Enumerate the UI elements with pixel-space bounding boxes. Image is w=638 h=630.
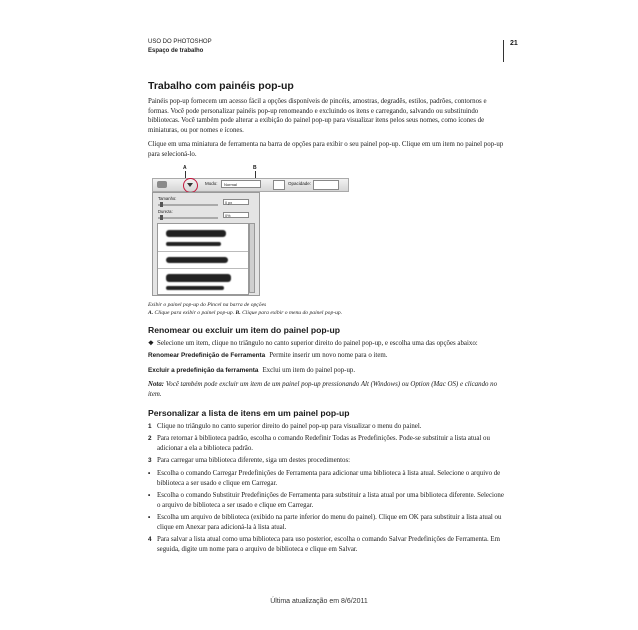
- note-text: Você também pode excluir um item de um painel pop-up pressionando Alt (Windows) ou Option (Mac OS) e clicando no item.: [148, 381, 498, 398]
- size-slider[interactable]: [158, 204, 218, 206]
- list-marker: •: [148, 469, 151, 477]
- list-divider: [158, 251, 248, 252]
- caption-line1: Exibir o painel pop-up do Pincel na barra de opções: [148, 301, 267, 308]
- caption-a-text: Clique para exibir o painel pop-up.: [154, 309, 235, 316]
- list-marker: 4: [148, 536, 152, 544]
- size-field[interactable]: 0 px: [223, 199, 249, 205]
- brush-tool-icon: [157, 181, 167, 188]
- note-label: Nota:: [148, 381, 165, 389]
- callout-b-label: B: [253, 164, 257, 171]
- brush-preset-list[interactable]: [157, 223, 249, 295]
- section3-title: Personalizar a lista de itens em um painel pop-up: [148, 407, 350, 418]
- brush-stroke-5[interactable]: [166, 286, 224, 290]
- caption-b-key: B.: [235, 309, 241, 316]
- option-rename-desc: Permite inserir um novo nome para o item.: [269, 352, 388, 360]
- list-divider: [158, 268, 248, 269]
- popup-triangle-icon[interactable]: [187, 183, 193, 187]
- brush-stroke-2[interactable]: [166, 242, 221, 246]
- list-marker: 3: [148, 457, 152, 465]
- list-marker: •: [148, 492, 151, 500]
- caption-a-key: A.: [148, 309, 154, 316]
- list-item: [148, 535, 508, 554]
- option-delete: [148, 366, 508, 376]
- brush-stroke-3[interactable]: [166, 257, 228, 263]
- hardness-slider-knob[interactable]: [160, 215, 163, 220]
- page-number: 21: [503, 40, 518, 62]
- list-scrollbar[interactable]: [249, 223, 255, 293]
- callout-a-label: A: [183, 164, 187, 171]
- brush-stroke-1[interactable]: [166, 230, 226, 237]
- note: [148, 380, 508, 399]
- mode-label: Modo:: [205, 180, 218, 186]
- brush-stroke-4[interactable]: [166, 274, 231, 282]
- list-item: [148, 491, 508, 510]
- figure-caption: [148, 301, 508, 317]
- options-bar: [152, 178, 349, 192]
- section1-para2: Clique em uma miniatura de ferramenta na barra de opções para exibir o seu painel pop-up. Clique em um item no painel pop-up para selecioná-lo.: [148, 141, 504, 158]
- option-rename-term: Renomear Predefinição de Ferramenta: [148, 352, 266, 360]
- list-item-text: Para carregar uma biblioteca diferente, siga um destes procedimentos:: [157, 457, 351, 465]
- steps-list: [148, 422, 508, 555]
- list-marker: •: [148, 514, 151, 522]
- list-item: [148, 513, 508, 532]
- mode-select[interactable]: Normal: [221, 180, 261, 188]
- size-slider-knob[interactable]: [160, 202, 163, 207]
- list-item: [148, 469, 508, 488]
- opacity-label: Opacidade:: [288, 180, 312, 186]
- running-header: [148, 38, 212, 56]
- hardness-field[interactable]: 0%: [223, 212, 249, 218]
- section2-bullet: [148, 339, 508, 349]
- option-delete-desc: Exclui um item do painel pop-up.: [262, 366, 356, 374]
- list-item: [148, 434, 508, 453]
- opacity-field[interactable]: [313, 180, 339, 190]
- list-item: [148, 456, 508, 466]
- section1-title: Trabalho com painéis pop-up: [148, 80, 294, 92]
- page-footer: Última atualização em 8/6/2011: [270, 598, 368, 605]
- section1-para1: Painéis pop-up fornecem um acesso fácil a opções disponíveis de pincéis, amostras, degradês, estilos, padrões, contornos e formas. Você pode personalizar painéis pop-up renomeando e excluindo os itens e carregando, salvando ou substituindo bibliotecas. Você também pode alterar a exibição do painel pop-up para visualizar itens pelos seus nomes, como ícones de miniaturas, ou por nomes e ícones.: [148, 98, 487, 134]
- list-item-text: Escolha o comando Substituir Predefinições de Ferramenta para substituir a lista atual por uma biblioteca diferente. Selecione o arquivo de biblioteca a ser usado e clique em Carregar.: [157, 492, 504, 509]
- caption-b-text: Clique para exibir o menu do painel pop-up.: [242, 309, 343, 316]
- options-button[interactable]: [273, 180, 285, 190]
- section2-bullet-text: Selecione um item, clique no triângulo no canto superior direito do painel pop-up, e escolha uma das opções abaixo:: [157, 339, 478, 347]
- brush-popup-panel: [152, 192, 260, 296]
- hardness-slider[interactable]: [158, 217, 218, 219]
- list-marker: 2: [148, 435, 152, 443]
- list-item-text: Para salvar a lista atual como uma biblioteca para uso posterior, escolha o comando Salvar Predefinições de Ferramenta. Em seguida, digite um nome para o arquivo de biblioteca e clique em Salvar.: [157, 536, 500, 554]
- list-item-text: Para retornar à biblioteca padrão, escolha o comando Redefinir Todas as Predefinições. Pode-se substituir a lista atual ou adicionar a ela a biblioteca padrão.: [157, 435, 490, 452]
- diamond-bullet-icon: ❖: [148, 339, 154, 347]
- list-marker: 1: [148, 422, 152, 430]
- doc-title: USO DO PHOTOSHOP: [148, 39, 212, 45]
- main-content: [148, 80, 508, 558]
- option-delete-term: Excluir a predefinição da ferramenta: [148, 366, 259, 374]
- section-name: Espaço de trabalho: [148, 48, 204, 54]
- hardness-label: Dureza:: [158, 208, 173, 214]
- list-item-text: Escolha o comando Carregar Predefinições de Ferramenta para adicionar uma biblioteca à lista atual. Selecione o arquivo de biblioteca a ser usado e clique em Carregar.: [157, 469, 501, 487]
- size-label: Tamanho:: [158, 195, 177, 201]
- section2-title: Renomear ou excluir um item do painel pop-up: [148, 324, 340, 335]
- list-item-text: Clique no triângulo no canto superior direito do painel pop-up para visualizar o menu do painel.: [157, 422, 422, 430]
- option-rename: [148, 351, 508, 361]
- brush-panel-figure: [152, 164, 312, 297]
- list-item: [148, 422, 508, 432]
- list-item-text: Escolha um arquivo de biblioteca (exibido na parte inferior do menu do painel). Clique em OK para substituir a lista atual ou clique em Anexar para adicioná-la à lista atual.: [157, 514, 502, 531]
